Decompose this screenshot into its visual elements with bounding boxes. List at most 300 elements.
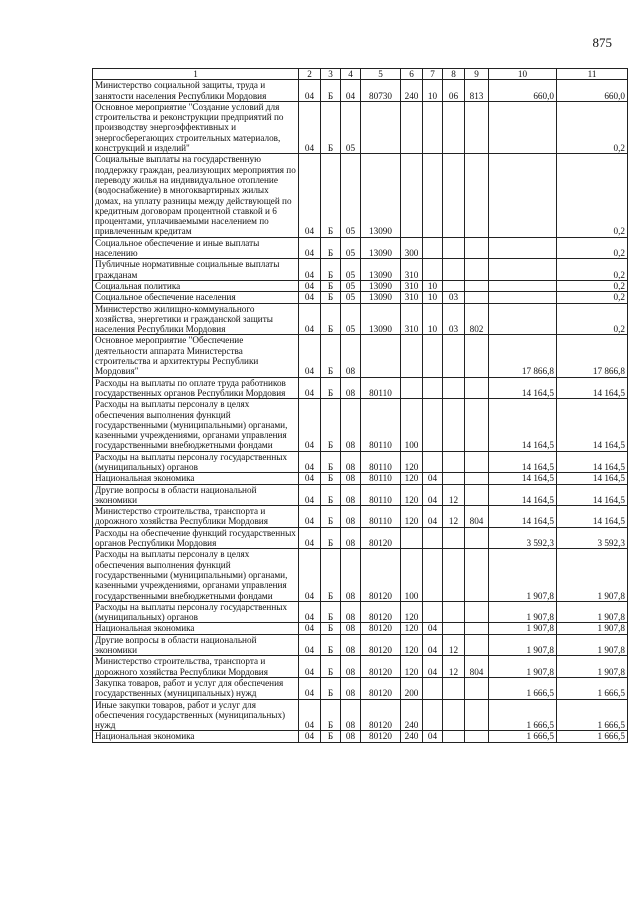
code-cell: Б <box>321 101 341 153</box>
code-cell: 12 <box>443 506 465 528</box>
code-cell <box>401 527 423 549</box>
code-cell: 80120 <box>361 677 401 699</box>
code-cell: 12 <box>443 634 465 656</box>
code-cell: 240 <box>401 80 423 102</box>
amount-cell: 1 907,8 <box>557 656 628 678</box>
code-cell: 08 <box>341 634 361 656</box>
code-cell: Б <box>321 601 341 623</box>
amount-cell <box>489 259 557 281</box>
code-cell: 310 <box>401 259 423 281</box>
code-cell: 13090 <box>361 292 401 303</box>
code-cell: 120 <box>401 601 423 623</box>
amount-cell <box>489 237 557 259</box>
amount-cell: 3 592,3 <box>489 527 557 549</box>
code-cell <box>465 292 489 303</box>
code-cell: 240 <box>401 699 423 731</box>
amount-cell: 14 164,5 <box>489 451 557 473</box>
code-cell: 08 <box>341 677 361 699</box>
amount-cell: 14 164,5 <box>489 473 557 484</box>
table-row <box>93 101 628 153</box>
code-cell <box>401 377 423 399</box>
amount-cell: 14 164,5 <box>557 484 628 506</box>
code-cell <box>443 237 465 259</box>
code-cell <box>423 601 443 623</box>
table-row <box>93 601 628 623</box>
code-cell: 08 <box>341 473 361 484</box>
row-name-cell: Другие вопросы в области национальной экономики <box>93 484 299 506</box>
code-cell <box>443 601 465 623</box>
amount-cell: 660,0 <box>489 80 557 102</box>
code-cell: 120 <box>401 473 423 484</box>
amount-cell: 0,2 <box>557 292 628 303</box>
code-cell: 120 <box>401 484 423 506</box>
code-cell: 04 <box>299 292 321 303</box>
code-cell <box>443 280 465 291</box>
code-cell: 80120 <box>361 623 401 634</box>
code-cell: 10 <box>423 80 443 102</box>
code-cell: 04 <box>341 80 361 102</box>
code-cell <box>443 377 465 399</box>
code-cell: 04 <box>299 377 321 399</box>
code-cell <box>465 634 489 656</box>
code-cell: 80120 <box>361 656 401 678</box>
code-cell: 08 <box>341 484 361 506</box>
code-cell: 05 <box>341 101 361 153</box>
code-cell: 120 <box>401 451 423 473</box>
code-cell <box>465 527 489 549</box>
code-cell: 05 <box>341 154 361 237</box>
code-cell <box>423 677 443 699</box>
page-number: 875 <box>592 35 612 50</box>
row-name-cell: Министерство жилищно-коммунального хозяйства, энергетики и гражданской защиты населения Республики Мордовия <box>93 303 299 335</box>
code-cell <box>443 623 465 634</box>
code-cell <box>423 699 443 731</box>
amount-cell: 1 666,5 <box>557 699 628 731</box>
table-row <box>93 484 628 506</box>
code-cell <box>423 451 443 473</box>
amount-cell: 660,0 <box>557 80 628 102</box>
table-row <box>93 623 628 634</box>
table-row <box>93 377 628 399</box>
code-cell <box>465 280 489 291</box>
code-cell: 80110 <box>361 506 401 528</box>
code-cell: 05 <box>341 292 361 303</box>
code-cell <box>423 237 443 259</box>
code-cell: 04 <box>299 677 321 699</box>
amount-cell: 1 666,5 <box>489 699 557 731</box>
code-cell: 12 <box>443 484 465 506</box>
row-name-cell: Основное мероприятие "Обеспечение деятельности аппарата Министерства строительства и архитектуры Республики Мордовия" <box>93 335 299 377</box>
code-cell: 310 <box>401 280 423 291</box>
code-cell: 80730 <box>361 80 401 102</box>
column-header: 1 <box>93 69 299 80</box>
row-name-cell: Основное мероприятие "Создание условий для строительства и реконструкции предприятий по производству энергоэффективных и энергосберегающих строительных материалов, конструкций и изделий" <box>93 101 299 153</box>
code-cell <box>423 154 443 237</box>
code-cell: Б <box>321 237 341 259</box>
table-row <box>93 280 628 291</box>
code-cell <box>465 623 489 634</box>
column-header: 5 <box>361 69 401 80</box>
code-cell: 80120 <box>361 527 401 549</box>
code-cell <box>443 259 465 281</box>
code-cell: 310 <box>401 292 423 303</box>
code-cell <box>465 259 489 281</box>
code-cell: 08 <box>341 335 361 377</box>
code-cell: 04 <box>299 237 321 259</box>
code-cell: 08 <box>341 527 361 549</box>
amount-cell: 14 164,5 <box>557 473 628 484</box>
code-cell: 12 <box>443 656 465 678</box>
table-row <box>93 237 628 259</box>
code-cell: 05 <box>341 280 361 291</box>
table-row <box>93 473 628 484</box>
amount-cell: 3 592,3 <box>557 527 628 549</box>
code-cell: 04 <box>299 634 321 656</box>
code-cell <box>465 731 489 742</box>
code-cell: 13090 <box>361 237 401 259</box>
code-cell <box>443 731 465 742</box>
table-row <box>93 399 628 451</box>
code-cell <box>423 377 443 399</box>
code-cell: 04 <box>299 473 321 484</box>
code-cell: 13090 <box>361 303 401 335</box>
code-cell: 04 <box>299 656 321 678</box>
table-header-row <box>93 69 628 80</box>
code-cell <box>443 101 465 153</box>
code-cell: 08 <box>341 549 361 601</box>
code-cell: Б <box>321 154 341 237</box>
column-header: 10 <box>489 69 557 80</box>
code-cell: 04 <box>423 634 443 656</box>
column-header: 3 <box>321 69 341 80</box>
table-row <box>93 506 628 528</box>
code-cell <box>465 677 489 699</box>
table-row <box>93 527 628 549</box>
row-name-cell: Расходы на выплаты по оплате труда работников государственных органов Республики Мордовия <box>93 377 299 399</box>
code-cell: Б <box>321 699 341 731</box>
code-cell: Б <box>321 656 341 678</box>
code-cell: 04 <box>299 601 321 623</box>
code-cell: Б <box>321 259 341 281</box>
amount-cell: 14 164,5 <box>489 377 557 399</box>
table-row <box>93 549 628 601</box>
amount-cell <box>489 154 557 237</box>
code-cell <box>361 101 401 153</box>
amount-cell: 0,2 <box>557 154 628 237</box>
table-row <box>93 292 628 303</box>
code-cell: 804 <box>465 506 489 528</box>
table-row <box>93 335 628 377</box>
amount-cell: 1 666,5 <box>489 731 557 742</box>
code-cell <box>443 677 465 699</box>
code-cell: 100 <box>401 549 423 601</box>
code-cell <box>443 335 465 377</box>
code-cell <box>361 335 401 377</box>
table-row <box>93 656 628 678</box>
row-name-cell: Другие вопросы в области национальной экономики <box>93 634 299 656</box>
code-cell: 04 <box>423 731 443 742</box>
code-cell: 04 <box>423 473 443 484</box>
amount-cell: 1 907,8 <box>557 623 628 634</box>
column-header: 4 <box>341 69 361 80</box>
row-name-cell: Публичные нормативные социальные выплаты гражданам <box>93 259 299 281</box>
code-cell <box>465 154 489 237</box>
amount-cell: 0,2 <box>557 259 628 281</box>
code-cell <box>423 399 443 451</box>
amount-cell: 1 907,8 <box>489 634 557 656</box>
code-cell: Б <box>321 506 341 528</box>
code-cell <box>443 399 465 451</box>
code-cell: 80110 <box>361 451 401 473</box>
row-name-cell: Расходы на обеспечение функций государственных органов Республики Мордовия <box>93 527 299 549</box>
code-cell: 13090 <box>361 259 401 281</box>
code-cell: 80110 <box>361 399 401 451</box>
row-name-cell: Расходы на выплаты персоналу государственных (муниципальных) органов <box>93 451 299 473</box>
row-name-cell: Национальная экономика <box>93 473 299 484</box>
code-cell <box>465 399 489 451</box>
amount-cell: 0,2 <box>557 280 628 291</box>
code-cell: 03 <box>443 292 465 303</box>
code-cell <box>423 101 443 153</box>
amount-cell: 17 866,8 <box>557 335 628 377</box>
code-cell: 13090 <box>361 154 401 237</box>
code-cell: 04 <box>299 527 321 549</box>
code-cell: 04 <box>299 623 321 634</box>
code-cell <box>465 549 489 601</box>
code-cell <box>465 484 489 506</box>
amount-cell: 1 907,8 <box>489 601 557 623</box>
code-cell: 80120 <box>361 634 401 656</box>
row-name-cell: Закупка товаров, работ и услуг для обеспечения государственных (муниципальных) нужд <box>93 677 299 699</box>
table-row <box>93 303 628 335</box>
code-cell: Б <box>321 677 341 699</box>
code-cell: 804 <box>465 656 489 678</box>
amount-cell: 17 866,8 <box>489 335 557 377</box>
code-cell <box>443 473 465 484</box>
code-cell: 04 <box>299 399 321 451</box>
code-cell: Б <box>321 377 341 399</box>
amount-cell: 0,2 <box>557 101 628 153</box>
code-cell: 08 <box>341 451 361 473</box>
code-cell: 04 <box>299 303 321 335</box>
row-name-cell: Министерство социальной защиты, труда и занятости населения Республики Мордовия <box>93 80 299 102</box>
row-name-cell: Министерство строительства, транспорта и дорожного хозяйства Республики Мордовия <box>93 506 299 528</box>
code-cell: Б <box>321 623 341 634</box>
code-cell: 08 <box>341 731 361 742</box>
row-name-cell: Социальная политика <box>93 280 299 291</box>
code-cell: Б <box>321 731 341 742</box>
code-cell <box>465 377 489 399</box>
code-cell: 04 <box>299 731 321 742</box>
amount-cell: 1 907,8 <box>557 601 628 623</box>
code-cell: 04 <box>423 484 443 506</box>
code-cell: 04 <box>423 656 443 678</box>
table-row <box>93 154 628 237</box>
column-header: 6 <box>401 69 423 80</box>
amount-cell <box>489 303 557 335</box>
code-cell: 13090 <box>361 280 401 291</box>
code-cell: Б <box>321 484 341 506</box>
row-name-cell: Расходы на выплаты персоналу государственных (муниципальных) органов <box>93 601 299 623</box>
table-body <box>93 80 628 742</box>
amount-cell <box>489 292 557 303</box>
amount-cell: 14 164,5 <box>557 506 628 528</box>
code-cell: 813 <box>465 80 489 102</box>
code-cell: 10 <box>423 280 443 291</box>
code-cell: 80110 <box>361 484 401 506</box>
code-cell: 04 <box>423 623 443 634</box>
code-cell: 08 <box>341 506 361 528</box>
table-row <box>93 699 628 731</box>
code-cell: 06 <box>443 80 465 102</box>
code-cell: 08 <box>341 623 361 634</box>
code-cell: 80120 <box>361 601 401 623</box>
code-cell: 300 <box>401 237 423 259</box>
amount-cell: 14 164,5 <box>489 399 557 451</box>
row-name-cell: Социальное обеспечение и иные выплаты населению <box>93 237 299 259</box>
row-name-cell: Социальное обеспечение населения <box>93 292 299 303</box>
code-cell: 08 <box>341 699 361 731</box>
column-header: 2 <box>299 69 321 80</box>
amount-cell: 14 164,5 <box>557 451 628 473</box>
code-cell: 04 <box>299 259 321 281</box>
code-cell: 04 <box>299 484 321 506</box>
column-header: 9 <box>465 69 489 80</box>
amount-cell: 14 164,5 <box>557 399 628 451</box>
row-name-cell: Расходы на выплаты персоналу в целях обеспечения выполнения функций государственными (муниципальными) органами, казенными учреждениями, органами управления государственными внебюджетными фондами <box>93 399 299 451</box>
code-cell <box>401 335 423 377</box>
code-cell <box>423 549 443 601</box>
code-cell: 08 <box>341 377 361 399</box>
column-header: 7 <box>423 69 443 80</box>
code-cell: Б <box>321 634 341 656</box>
row-name-cell: Иные закупки товаров, работ и услуг для обеспечения государственных (муниципальных) нужд <box>93 699 299 731</box>
code-cell: 04 <box>299 451 321 473</box>
code-cell: 04 <box>299 506 321 528</box>
table-row <box>93 259 628 281</box>
code-cell: Б <box>321 473 341 484</box>
code-cell: 05 <box>341 237 361 259</box>
code-cell <box>465 237 489 259</box>
code-cell: 05 <box>341 259 361 281</box>
code-cell <box>443 527 465 549</box>
amount-cell: 1 907,8 <box>557 634 628 656</box>
code-cell <box>465 451 489 473</box>
code-cell <box>465 601 489 623</box>
code-cell <box>423 335 443 377</box>
column-header: 11 <box>557 69 628 80</box>
table-row <box>93 80 628 102</box>
code-cell: Б <box>321 292 341 303</box>
code-cell: Б <box>321 280 341 291</box>
code-cell <box>401 154 423 237</box>
code-cell: Б <box>321 80 341 102</box>
table-row <box>93 451 628 473</box>
code-cell: 08 <box>341 656 361 678</box>
code-cell <box>465 473 489 484</box>
row-name-cell: Министерство строительства, транспорта и дорожного хозяйства Республики Мордовия <box>93 656 299 678</box>
code-cell: 04 <box>299 154 321 237</box>
row-name-cell: Национальная экономика <box>93 731 299 742</box>
amount-cell: 0,2 <box>557 303 628 335</box>
code-cell: 802 <box>465 303 489 335</box>
code-cell: 04 <box>423 506 443 528</box>
code-cell: 80120 <box>361 549 401 601</box>
amount-cell: 1 666,5 <box>489 677 557 699</box>
code-cell: 03 <box>443 303 465 335</box>
code-cell: 04 <box>299 101 321 153</box>
amount-cell <box>489 280 557 291</box>
amount-cell <box>489 101 557 153</box>
code-cell: Б <box>321 549 341 601</box>
code-cell: 04 <box>299 549 321 601</box>
amount-cell: 14 164,5 <box>557 377 628 399</box>
amount-cell: 1 907,8 <box>557 549 628 601</box>
amount-cell: 1 907,8 <box>489 656 557 678</box>
code-cell <box>465 101 489 153</box>
code-cell <box>423 259 443 281</box>
amount-cell: 1 666,5 <box>557 677 628 699</box>
code-cell: Б <box>321 451 341 473</box>
table-row <box>93 677 628 699</box>
code-cell: Б <box>321 527 341 549</box>
code-cell: 80110 <box>361 473 401 484</box>
code-cell: Б <box>321 335 341 377</box>
table-row <box>93 731 628 742</box>
code-cell: Б <box>321 303 341 335</box>
amount-cell: 14 164,5 <box>489 484 557 506</box>
code-cell: 120 <box>401 634 423 656</box>
code-cell: 120 <box>401 656 423 678</box>
code-cell: 100 <box>401 399 423 451</box>
code-cell: 08 <box>341 399 361 451</box>
code-cell: 08 <box>341 601 361 623</box>
code-cell: 310 <box>401 303 423 335</box>
code-cell <box>443 154 465 237</box>
amount-cell: 0,2 <box>557 237 628 259</box>
table-row <box>93 634 628 656</box>
budget-table <box>92 68 628 743</box>
code-cell: 80110 <box>361 377 401 399</box>
code-cell <box>465 335 489 377</box>
code-cell: 05 <box>341 303 361 335</box>
code-cell: 04 <box>299 699 321 731</box>
code-cell <box>465 699 489 731</box>
code-cell: Б <box>321 399 341 451</box>
amount-cell: 1 666,5 <box>557 731 628 742</box>
code-cell: 120 <box>401 623 423 634</box>
code-cell: 240 <box>401 731 423 742</box>
code-cell: 80120 <box>361 731 401 742</box>
code-cell: 04 <box>299 335 321 377</box>
code-cell: 80120 <box>361 699 401 731</box>
code-cell: 10 <box>423 292 443 303</box>
amount-cell: 1 907,8 <box>489 549 557 601</box>
row-name-cell: Расходы на выплаты персоналу в целях обеспечения выполнения функций государственными (муниципальными) органами, казенными учреждениями, органами управления государственными внебюджетными фондами <box>93 549 299 601</box>
code-cell: 04 <box>299 80 321 102</box>
code-cell <box>443 699 465 731</box>
amount-cell: 14 164,5 <box>489 506 557 528</box>
code-cell <box>423 527 443 549</box>
column-header: 8 <box>443 69 465 80</box>
code-cell <box>443 451 465 473</box>
row-name-cell: Социальные выплаты на государственную поддержку граждан, реализующих мероприятия по переводу жилья на индивидуальное отопление (водоснабжение) в многоквартирных жилых домах, на уплату разницы между действующей по кредитным договорам процентной ставкой и 6 процентами, уплачиваемыми населением по привлеченным кредитам <box>93 154 299 237</box>
code-cell: 200 <box>401 677 423 699</box>
row-name-cell: Национальная экономика <box>93 623 299 634</box>
code-cell: 04 <box>299 280 321 291</box>
code-cell: 120 <box>401 506 423 528</box>
code-cell <box>401 101 423 153</box>
